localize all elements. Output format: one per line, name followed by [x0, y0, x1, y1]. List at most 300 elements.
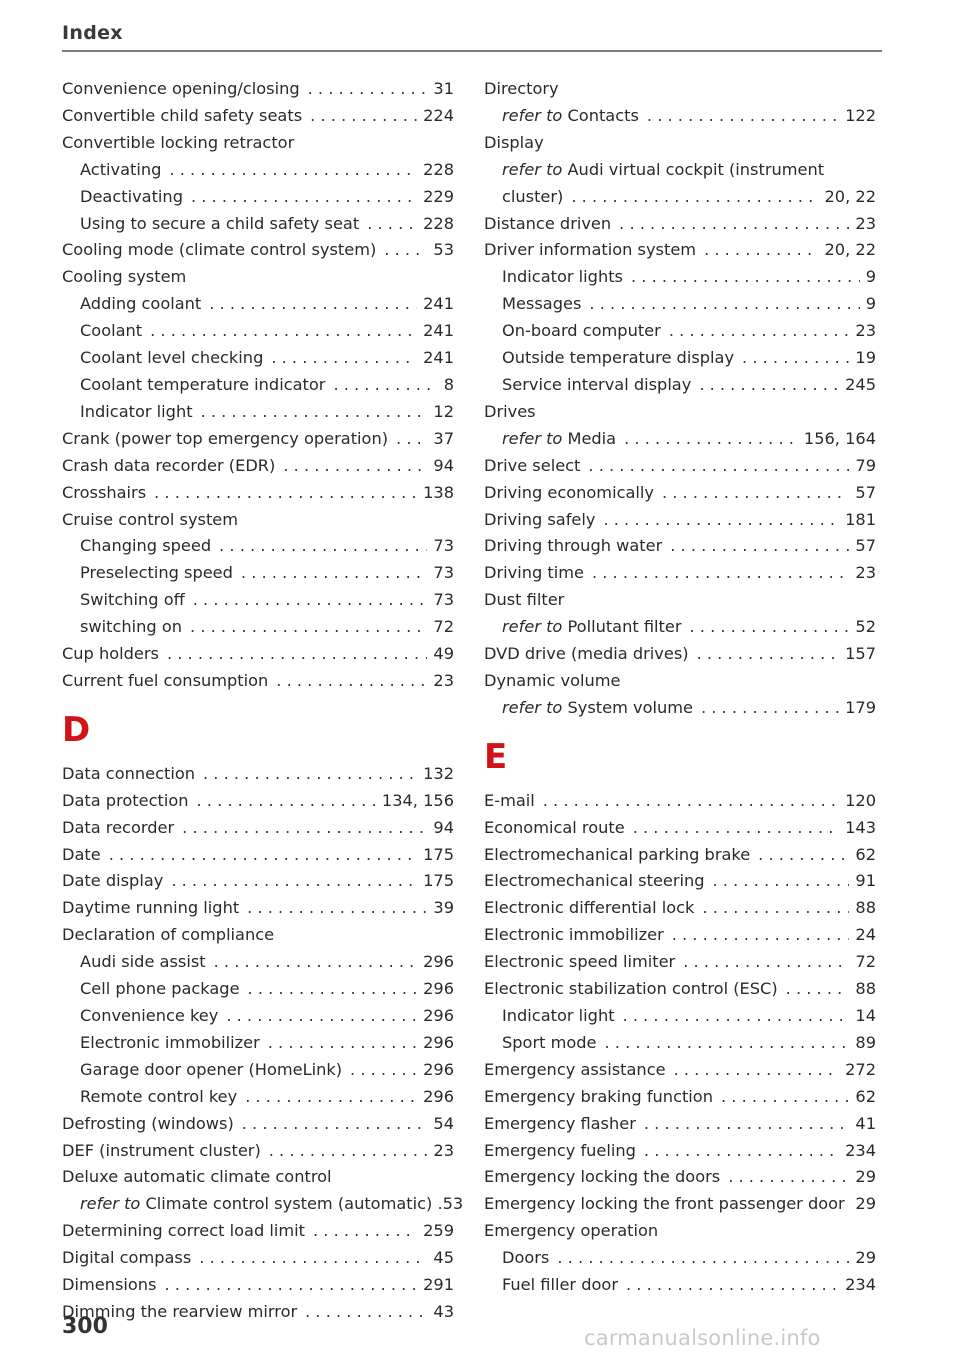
page-ref: 43: [433, 1301, 454, 1321]
page-ref: 272: [845, 1059, 876, 1079]
entry-term: Emergency braking function: [484, 1086, 713, 1106]
index-entry-heading: Display: [484, 132, 544, 152]
dot-leader: [193, 587, 428, 614]
dot-leader: [786, 976, 850, 1003]
entry-term: [502, 695, 693, 722]
index-subentry: [62, 560, 454, 587]
entry-term: On-board computer: [502, 321, 661, 341]
entry-term: Determining correct load limit: [62, 1221, 305, 1241]
index-subentry: [484, 345, 876, 372]
index-subentry: [62, 976, 454, 1003]
page-ref: 41: [855, 1113, 876, 1133]
page-ref: 181: [845, 509, 876, 529]
index-entry: [62, 815, 454, 842]
dot-leader: [702, 895, 849, 922]
page-ref: 245: [845, 374, 876, 394]
index-entry: [62, 1245, 454, 1272]
dot-leader: [276, 668, 427, 695]
refer-to-label: refer to: [502, 428, 563, 448]
dot-leader: [674, 1057, 840, 1084]
entry-term: Date: [62, 844, 101, 864]
index-subentry: [484, 1272, 876, 1299]
page-ref: 291: [423, 1275, 454, 1295]
entry-text: Pollutant filter: [567, 617, 682, 637]
dot-leader: [626, 1272, 839, 1299]
entry-term: Cooling mode (climate control system): [62, 240, 377, 260]
dot-leader: [647, 103, 839, 130]
index-entry-heading: Emergency operation: [484, 1221, 659, 1241]
index-entry: [484, 976, 876, 1003]
index-entry-heading: Convertible locking retractor: [62, 132, 295, 152]
page-ref: 259: [423, 1221, 454, 1241]
index-subentry: [62, 399, 454, 426]
index-entry-heading: Cruise control system: [62, 509, 239, 529]
dot-leader: [182, 815, 427, 842]
dot-leader: [543, 788, 839, 815]
entry-text: System volume: [567, 697, 693, 717]
page-ref: 94: [433, 817, 454, 837]
entry-term: Indicator lights: [502, 267, 623, 287]
index-entry: [484, 533, 876, 560]
dot-leader: [164, 1272, 417, 1299]
dot-leader: [219, 533, 427, 560]
entry-term: Emergency locking the front passenger door: [484, 1194, 845, 1214]
page-ref: 24: [855, 925, 876, 945]
index-entry: [62, 237, 454, 264]
dot-leader: [624, 426, 798, 453]
dot-leader: [672, 922, 850, 949]
entry-term: Digital compass: [62, 1248, 192, 1268]
dot-leader: [603, 507, 839, 534]
index-entry: [62, 480, 454, 507]
page-ref: 8: [443, 374, 454, 394]
dot-leader: [269, 1138, 428, 1165]
page-ref: 12: [433, 401, 454, 421]
dot-leader: [704, 237, 818, 264]
index-subentry: [484, 1030, 876, 1057]
index-entry: [484, 895, 876, 922]
index-entry: [62, 453, 454, 480]
index-subentry: [62, 372, 454, 399]
dot-leader: [697, 641, 840, 668]
page-ref: 94: [433, 455, 454, 475]
entry-term: Dimming the rearview mirror: [62, 1301, 298, 1321]
index-entry: [62, 641, 454, 668]
entry-term: Emergency locking the doors: [484, 1167, 721, 1187]
entry-term: Driving through water: [484, 536, 663, 556]
page-ref: 39: [433, 898, 454, 918]
dot-leader: [644, 1111, 850, 1138]
index-subentry: [484, 1245, 876, 1272]
index-entry-heading: Dynamic volume: [484, 670, 621, 690]
page-ref: 224: [423, 105, 454, 125]
index-subentry: [484, 157, 876, 184]
header-rule: [62, 50, 882, 52]
dot-leader: [167, 641, 427, 668]
page-ref: 91: [855, 871, 876, 891]
page-ref: 23: [433, 1140, 454, 1160]
entry-term: E-mail: [484, 790, 535, 810]
page-ref: 23: [433, 670, 454, 690]
page-ref: 88: [855, 898, 876, 918]
index-entry: [62, 668, 454, 695]
entry-text: Audi virtual cockpit (instrument: [567, 159, 825, 179]
page-ref: 73: [433, 563, 454, 583]
dot-leader: [690, 614, 850, 641]
entry-text: Climate control system (automatic) .53: [145, 1194, 464, 1214]
page-ref: 72: [855, 952, 876, 972]
page-ref: 79: [855, 455, 876, 475]
entry-text: Media: [567, 428, 617, 448]
index-subentry: [484, 426, 876, 453]
entry-term: Electronic stabilization control (ESC): [484, 979, 778, 999]
index-subentry: [484, 103, 876, 130]
page-ref: 49: [433, 644, 454, 664]
page-ref: 23: [855, 563, 876, 583]
entry-term: Coolant: [80, 321, 143, 341]
dot-leader: [557, 1245, 849, 1272]
page-ref: 175: [423, 844, 454, 864]
dot-leader: [248, 976, 418, 1003]
entry-term: Convenience opening/closing: [62, 79, 300, 98]
entry-term: Defrosting (windows): [62, 1113, 234, 1133]
entry-term: Economical route: [484, 817, 625, 837]
entry-term: Outside temperature display: [502, 348, 735, 368]
dot-leader: [683, 949, 849, 976]
dot-leader: [384, 237, 427, 264]
dot-leader: [214, 949, 417, 976]
entry-term: Remote control key: [80, 1086, 238, 1106]
entry-term: Indicator light: [502, 1006, 615, 1025]
index-entry: [484, 507, 876, 534]
dot-leader: [310, 103, 417, 130]
page-ref: 241: [423, 348, 454, 368]
index-subentry: [62, 1003, 454, 1030]
page-ref: 29: [855, 1248, 876, 1268]
dot-leader: [699, 372, 839, 399]
page-ref: 62: [855, 844, 876, 864]
index-subentry: [62, 184, 454, 211]
entry-term: Adding coolant: [80, 294, 202, 314]
entry-term: Driving economically: [484, 482, 654, 502]
entry-term: Electronic immobilizer: [484, 925, 664, 945]
entry-term: cluster): [502, 186, 564, 206]
page-ref: 156, 164: [803, 428, 876, 448]
page-ref: 296: [423, 952, 454, 972]
entry-term: Doors: [502, 1248, 550, 1268]
page-ref: 89: [855, 1032, 876, 1052]
page-ref: 20, 22: [824, 240, 876, 260]
index-entry: [62, 1138, 454, 1165]
dot-leader: [191, 184, 417, 211]
dot-leader: [633, 815, 839, 842]
page-ref: 23: [855, 213, 876, 233]
page-ref: 134, 156: [381, 790, 454, 810]
dot-leader: [201, 399, 428, 426]
index-subentry: [62, 949, 454, 976]
dot-leader: [245, 1084, 417, 1111]
dot-leader: [631, 264, 860, 291]
page-ref: 29: [855, 1194, 876, 1214]
index-entry: [62, 868, 454, 895]
index-entry-heading: Declaration of compliance: [62, 925, 275, 945]
index-entry: [484, 1111, 876, 1138]
page-ref: 57: [855, 536, 876, 556]
page-ref: 37: [433, 428, 454, 448]
index-subentry: [62, 211, 454, 238]
entry-term: Electromechanical parking brake: [484, 844, 751, 864]
entry-term: [502, 614, 682, 641]
dot-leader: [150, 318, 417, 345]
entry-term: Electronic immobilizer: [80, 1032, 260, 1052]
page-ref: 234: [845, 1140, 876, 1160]
index-subentry: [62, 291, 454, 318]
dot-leader: [247, 895, 427, 922]
entry-term: Electromechanical steering: [484, 871, 705, 891]
index-entry-heading: Deluxe automatic climate control: [62, 1167, 332, 1187]
index-entry: [484, 480, 876, 507]
index-entry: [62, 842, 454, 869]
dot-leader: [758, 842, 849, 869]
index-subentry: [484, 291, 876, 318]
entry-term: DVD drive (media drives): [484, 644, 689, 664]
index-subentry: [62, 318, 454, 345]
index-entry: [62, 1299, 454, 1326]
index-entry: [484, 949, 876, 976]
dot-leader: [203, 761, 417, 788]
index-entry: [484, 842, 876, 869]
dot-leader: [605, 1030, 850, 1057]
entry-term: Audi side assist: [80, 952, 206, 972]
index-subentry: [62, 533, 454, 560]
index-entry: [484, 641, 876, 668]
dot-leader: [154, 480, 417, 507]
page-ref: 122: [845, 105, 876, 125]
index-entry: [484, 922, 876, 949]
page-ref: 23: [855, 321, 876, 341]
entry-term: Crosshairs: [62, 482, 147, 502]
refer-to-label: refer to: [502, 617, 563, 637]
page-ref: 234: [845, 1275, 876, 1295]
dot-leader: [283, 453, 427, 480]
page-ref: 241: [423, 321, 454, 341]
page-ref: 9: [865, 294, 876, 314]
dot-leader: [169, 157, 417, 184]
entry-term: Emergency fueling: [484, 1140, 636, 1160]
index-entry: [484, 868, 876, 895]
page-ref: 57: [855, 482, 876, 502]
index-subentry: [62, 587, 454, 614]
page-ref: 120: [845, 790, 876, 810]
dot-leader: [571, 184, 818, 211]
page-ref: 296: [423, 1086, 454, 1106]
index-entry-heading: Cooling system: [62, 267, 187, 287]
dot-leader: [308, 76, 428, 103]
page-ref: 9: [865, 267, 876, 287]
entry-term: Cell phone package: [80, 979, 240, 999]
index-column-right: [484, 76, 876, 1299]
page-ref: 73: [433, 536, 454, 556]
index-entry: [484, 560, 876, 587]
dot-leader: [305, 1299, 427, 1326]
entry-term: Changing speed: [80, 536, 212, 556]
page-ref: 179: [845, 697, 876, 717]
entry-term: Preselecting speed: [80, 563, 233, 583]
dot-leader: [644, 1138, 839, 1165]
index-entry: [62, 103, 454, 130]
entry-term: Driving safely: [484, 509, 596, 529]
index-subentry: [62, 157, 454, 184]
entry-term: Electronic speed limiter: [484, 952, 676, 972]
entry-text: Contacts: [567, 105, 639, 125]
page-ref: 53: [433, 240, 454, 260]
index-entry: [62, 1111, 454, 1138]
entry-term: Current fuel consumption: [62, 670, 269, 690]
section-letter: D: [62, 709, 91, 750]
dot-leader: [742, 345, 849, 372]
entry-term: Service interval display: [502, 374, 692, 394]
page-ref: 52: [855, 617, 876, 637]
index-subentry: [62, 1057, 454, 1084]
page-ref: 175: [423, 871, 454, 891]
dot-leader: [271, 345, 417, 372]
index-subentry: [62, 1030, 454, 1057]
page-ref: 88: [855, 979, 876, 999]
dot-leader: [197, 788, 376, 815]
index-entry: [484, 237, 876, 264]
dot-leader: [728, 1164, 849, 1191]
index-entry: [484, 1057, 876, 1084]
entry-term: Drive select: [484, 455, 581, 475]
dot-leader: [226, 1003, 417, 1030]
index-subentry: [62, 1084, 454, 1111]
index-subentry: [484, 614, 876, 641]
dot-leader: [588, 453, 849, 480]
dot-leader: [396, 426, 427, 453]
entry-term: Data recorder: [62, 817, 175, 837]
page-ref: 296: [423, 979, 454, 999]
entry-term: Cup holders: [62, 644, 159, 664]
page-ref: 296: [423, 1059, 454, 1079]
entry-term: [502, 103, 639, 130]
page-ref: 157: [845, 644, 876, 664]
dot-leader: [701, 695, 839, 722]
page-number: 300: [62, 1314, 108, 1339]
entry-term: Electronic differential lock: [484, 898, 695, 918]
index-subentry: [484, 695, 876, 722]
dot-leader: [623, 1003, 850, 1030]
entry-term: Coolant level checking: [80, 348, 264, 368]
entry-term: switching on: [80, 617, 183, 637]
page-ref: 19: [855, 348, 876, 368]
index-entry: [484, 211, 876, 238]
dot-leader: [268, 1030, 417, 1057]
page-ref: 72: [433, 617, 454, 637]
index-entry: [484, 453, 876, 480]
dot-leader: [670, 533, 849, 560]
dot-leader: [592, 560, 849, 587]
page-ref: 143: [845, 817, 876, 837]
entry-term: Date display: [62, 871, 164, 891]
refer-to-label: refer to: [502, 697, 563, 717]
page-ref: 296: [423, 1032, 454, 1052]
entry-term: [502, 426, 616, 453]
entry-term: Sport mode: [502, 1032, 597, 1052]
index-entry: [484, 815, 876, 842]
dot-leader: [313, 1218, 417, 1245]
index-entry: [484, 788, 876, 815]
dot-leader: [589, 291, 859, 318]
page-ref: 45: [433, 1248, 454, 1268]
entry-term: Messages: [502, 294, 582, 314]
page-ref: 14: [855, 1006, 876, 1025]
page-ref: 228: [423, 159, 454, 179]
entry-term: Daytime running light: [62, 898, 240, 918]
index-entry: [62, 788, 454, 815]
index-subentry: [62, 345, 454, 372]
index-subentry: [62, 1191, 464, 1218]
entry-term: DEF (instrument cluster): [62, 1140, 261, 1160]
index-entry: [62, 1218, 454, 1245]
entry-term: Convenience key: [80, 1006, 219, 1025]
page-ref: 20, 22: [824, 186, 876, 206]
dot-leader: [350, 1057, 417, 1084]
watermark: carmanualsonline.info: [584, 1326, 821, 1350]
dot-leader: [171, 868, 417, 895]
index-entry: [62, 895, 454, 922]
dot-leader: [109, 842, 417, 869]
index-entry: [484, 1191, 876, 1218]
entry-term: Crash data recorder (EDR): [62, 455, 276, 475]
entry-term: Coolant temperature indicator: [80, 374, 326, 394]
index-subentry: [484, 1003, 876, 1030]
dot-leader: [669, 318, 850, 345]
dot-leader: [241, 560, 427, 587]
entry-term: Indicator light: [80, 401, 193, 421]
index-entry: [484, 1084, 876, 1111]
index-subentry: [62, 614, 454, 641]
page-ref: 73: [433, 590, 454, 610]
page-ref: 62: [855, 1086, 876, 1106]
index-column-left: [62, 76, 464, 1326]
index-entry: [62, 426, 454, 453]
dot-leader: [367, 211, 417, 238]
page-ref: 29: [855, 1167, 876, 1187]
section-letter: E: [484, 736, 508, 777]
entry-term: Deactivating: [80, 186, 183, 206]
index-entry: [484, 1164, 876, 1191]
entry-term: Convertible child safety seats: [62, 105, 303, 125]
entry-term: Data connection: [62, 763, 195, 783]
dot-leader: [209, 291, 417, 318]
refer-to-label: refer to: [502, 159, 563, 179]
page-ref: 228: [423, 213, 454, 233]
index-subentry: [484, 264, 876, 291]
index-entry: [62, 1272, 454, 1299]
dot-leader: [713, 868, 850, 895]
index-entry-heading: Directory: [484, 79, 559, 98]
index-entry-heading: Dust filter: [484, 590, 565, 610]
index-subentry: [484, 184, 876, 211]
index-subentry: [484, 318, 876, 345]
dot-leader: [190, 614, 427, 641]
page-title: Index: [62, 22, 123, 44]
refer-to-label: refer to: [502, 105, 563, 125]
entry-term: Emergency assistance: [484, 1059, 666, 1079]
entry-term: Driving time: [484, 563, 584, 583]
dot-leader: [199, 1245, 427, 1272]
page-ref: 54: [433, 1113, 454, 1133]
